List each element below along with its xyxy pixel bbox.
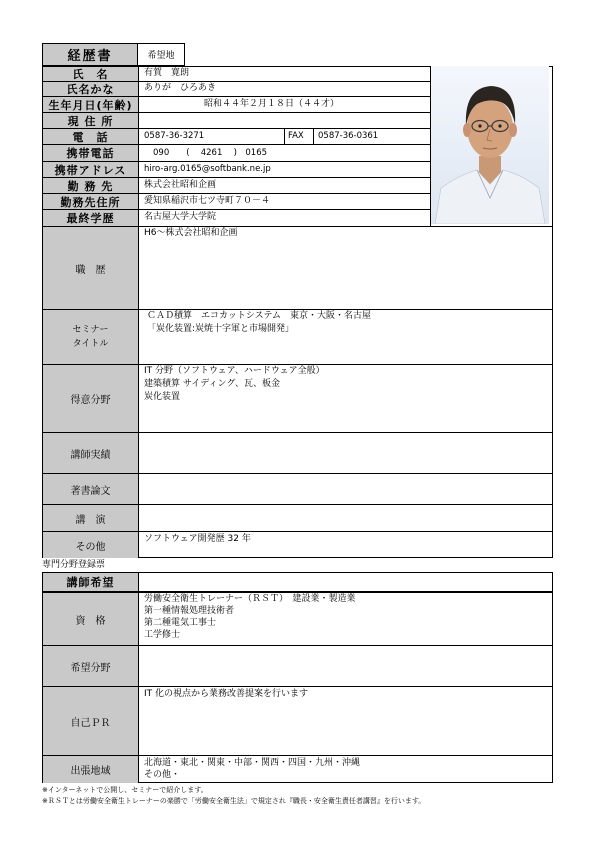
history-line-1: H6～株式会社昭和企画 — [144, 228, 238, 238]
title-cell — [42, 43, 138, 66]
qualification-line-1: 労働安全衛生トレーナー（ＲＳＴ） 建設業・製造業 — [144, 594, 356, 604]
page-title: 経歴書 — [67, 49, 113, 64]
pr-value: IT 化の視点から業務改善提案を行います — [144, 689, 309, 699]
expertise-line-1: IT 分野（ソフトウェア、ハードウェア全般） — [144, 366, 325, 376]
qualification-line-2: 第一種情報処理技術者 — [144, 606, 235, 616]
label-other: その他 — [43, 532, 139, 558]
label-name: 氏 名 — [43, 67, 139, 81]
dob-value: 昭和４４年２月１８日（４４才） — [204, 99, 340, 109]
seminar-line-2: 「炭化装置:炭焼十字軍と市場開発」 — [147, 324, 295, 334]
label-kana: 氏名かな — [43, 82, 139, 96]
employer-address-value: 愛知県稲沢市七ツ寺町７０－４ — [144, 196, 271, 206]
label-mobile: 携帯電話 — [43, 145, 139, 161]
label-expertise: 得意分野 — [43, 365, 139, 432]
regions-line-1: 北海道・東北・関東・中部・関西・四国・九州・沖縄 — [144, 758, 361, 768]
label-education: 最終学歴 — [43, 210, 139, 226]
portrait-photo — [431, 66, 549, 224]
label-lectures: 講師実績 — [43, 433, 139, 473]
label-employer: 勤 務 先 — [43, 178, 139, 193]
label-desired-field: 希望分野 — [43, 646, 139, 686]
other-value: ソフトウェア開発歴 32 年 — [144, 534, 251, 544]
portrait-icon — [431, 66, 549, 224]
label-employer-address: 勤務先住所 — [43, 194, 139, 209]
education-value: 名古屋大学大学院 — [144, 212, 217, 222]
qualification-line-3: 第二種電気工事士 — [144, 618, 217, 628]
email-value[interactable]: hiro-arg.0165@softbank.ne.jp — [144, 164, 271, 174]
employer-value: 株式会社昭和企画 — [144, 180, 217, 190]
label-history: 職 歴 — [43, 227, 139, 309]
tab-desired-location[interactable]: 希望地 — [138, 43, 185, 66]
label-regions: 出張地域 — [43, 756, 139, 783]
mobile-value: 090 ( 4261 ) 0165 — [153, 148, 268, 158]
name-value: 有賀 寛朗 — [144, 68, 190, 78]
label-talks: 講 演 — [43, 505, 139, 531]
qualification-line-4: 工学修士 — [144, 630, 181, 640]
label-dob: 生年月日(年齢) — [43, 97, 139, 112]
label-qualifications: 資 格 — [43, 593, 139, 645]
footnote-1: ※インターネットで公開し、セミナーで紹介します。 — [42, 786, 208, 794]
label-seminar: セミナー タイトル — [43, 310, 139, 364]
label-email: 携帯アドレス — [43, 162, 139, 177]
fax-value: 0587-36-0361 — [318, 131, 379, 141]
phone-value: 0587-36-3271 — [144, 131, 205, 141]
label-papers: 著書論文 — [43, 474, 139, 504]
kana-value: ありが ひろあき — [144, 83, 217, 93]
seminar-line-1: ＣＡＤ積算 エコカットシステム 東京・大阪・名古屋 — [147, 311, 372, 321]
expertise-line-2: 建築積算 サイディング、瓦、板金 — [144, 379, 280, 389]
label-pr: 自己ＰＲ — [43, 687, 139, 755]
expertise-line-3: 炭化装置 — [144, 392, 181, 402]
registration-title: 専門分野登録票 — [42, 560, 106, 570]
registration-header-cell: 講師希望 — [43, 573, 139, 591]
regions-line-2: その他・ — [144, 770, 181, 780]
label-address: 現 住 所 — [43, 113, 139, 128]
fax-label: FAX — [288, 131, 304, 141]
footnote-2: ※ＲＳＴとは労働安全衛生トレーナーの楽勝で「労働安全衛生法」で規定され『職長・安全衛生責任者講習』を行います。 — [42, 797, 426, 805]
label-phone: 電 話 — [43, 129, 139, 144]
